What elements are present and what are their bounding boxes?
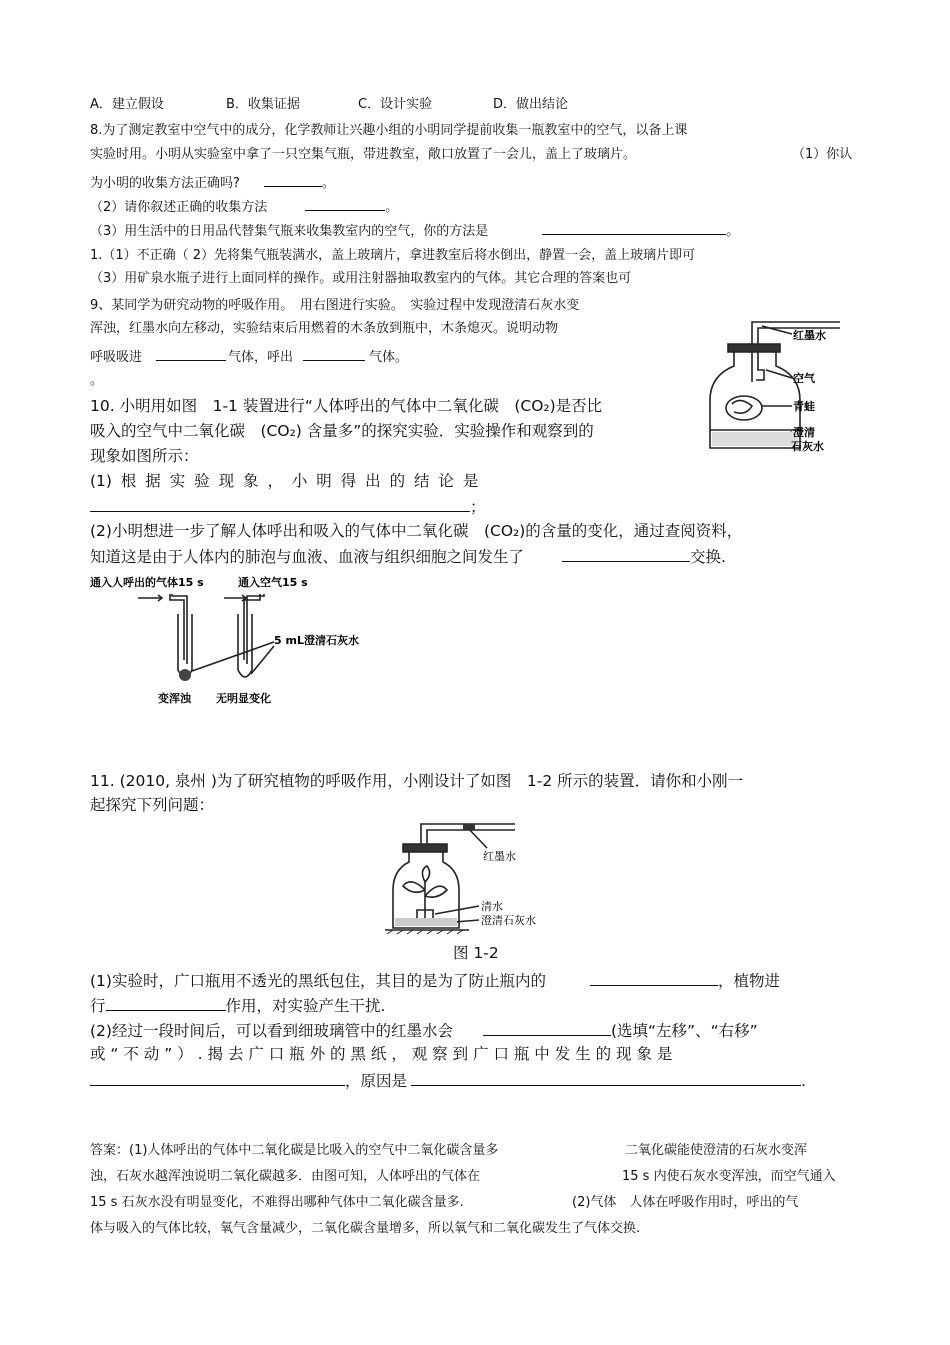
figure-caption: 图 1-2 — [453, 944, 499, 962]
answer-line3a: 15 s 石灰水没有明显变化，不难得出哪种气体中二氧化碳含量多. — [90, 1195, 464, 1210]
answer-blank — [305, 196, 385, 211]
q8-line2b: （1）你认 — [792, 147, 853, 162]
answer-blank — [303, 346, 365, 361]
q8-line1: 8.为了测定教室中空气中的成分，化学教师让兴趣小组的小明同学提前收集一瓶教室中的空气，以备上课 — [90, 123, 688, 138]
q9-line1: 9、某同学为研究动物的呼吸作用。 用右图进行实验。 实验过程中发现澄清石灰水变 — [90, 298, 580, 313]
answer-line4: 体与吸入的气体比较，氧气含量减少，二氧化碳含量增多，所以氧气和二氧化碳发生了气体交换. — [90, 1221, 641, 1236]
q9-line2: 浑浊，红墨水向左移动，实验结束后用燃着的木条放到瓶中，木条熄灭。说明动物 — [90, 321, 559, 336]
q10-line7: 知道这是由于人体内的肺泡与血液、血液与组织细胞之间发生了 交换. — [90, 545, 726, 567]
label-air: 空气 — [793, 372, 815, 385]
q9-line3: 呼吸吸进 气体，呼出 气体。 — [90, 346, 408, 367]
label-lime: 澄清石灰水 — [481, 914, 536, 927]
option-c: C．设计实验 — [358, 97, 433, 112]
q11-line3: (1)实验时，广口瓶用不透光的黑纸包住，其目的是为了防止瓶内的 ，植物进 — [90, 969, 780, 991]
label-turbid: 变浑浊 — [158, 692, 191, 705]
answer-line3b: (2)气体 人体在呼吸作用时，呼出的气 — [572, 1195, 799, 1210]
label-air: 通入空气15 s — [238, 576, 308, 589]
option-a: A．建立假设 — [90, 97, 164, 112]
label-water: 清水 — [481, 900, 503, 913]
label-frog: 青蛙 — [793, 400, 815, 413]
q11-line6: 或 “ 不 动 ” ） . 揭 去 广 口 瓶 外 的 黑 纸 ， 观 察 到 广 口 瓶 中 发 生 的 现 象 是 — [90, 1045, 673, 1063]
answer-blank — [264, 172, 322, 187]
label-lime1: 澄清 — [793, 426, 815, 439]
q11-line4: 行 作用，对实验产生干扰. — [90, 994, 385, 1016]
q11-line7: ，原因是 . — [90, 1069, 806, 1091]
label-ink: 红墨水 — [483, 850, 516, 863]
q11-line5: (2)经过一段时间后，可以看到细玻璃管中的红墨水会 (选填“左移”、“右移” — [90, 1019, 758, 1041]
q10-line6: (2)小明想进一步了解人体呼出和吸入的气体中二氧化碳 (CO₂)的含量的变化，通过查阅资料， — [90, 522, 743, 540]
q9-line4: 。 — [90, 373, 104, 388]
answer-blank — [90, 1069, 345, 1086]
q8-answer-line2: （3）用矿泉水瓶子进行上面同样的操作。或用注射器抽取教室内的气体。其它合理的答案也可 — [90, 271, 632, 286]
answer-line1b: 二氧化碳能使澄清的石灰水变浑 — [625, 1143, 808, 1158]
q11-line2: 起探究下列问题： — [90, 796, 215, 814]
answer-blank — [590, 969, 718, 986]
q10-line1: 10. 小明用如图 1-1 装置进行“人体呼出的气体中二氧化碳 (CO₂)是否比 — [90, 397, 603, 415]
q8-line5: （3）用生活中的日用品代替集气瓶来收集教室内的空气，你的方法是 。 — [90, 220, 739, 241]
label-lime: 5 mL澄清石灰水 — [274, 634, 359, 647]
plant-jar-figure — [383, 818, 553, 938]
answer-blank — [562, 545, 690, 562]
answer-blank — [542, 220, 726, 235]
frog-bottle-figure — [700, 312, 860, 457]
answer-blank — [90, 495, 470, 512]
q10-line3: 现象如图所示： — [90, 447, 199, 465]
option-d: D．做出结论 — [493, 97, 569, 112]
label-nochange: 无明显变化 — [216, 692, 271, 705]
answer-line2a: 浊，石灰水越浑浊说明二氧化碳越多．由图可知，人体呼出的气体在 — [90, 1169, 481, 1184]
q8-answer-line1: 1.（1）不正确（ 2）先将集气瓶装满水，盖上玻璃片，拿进教室后将水倒出，静置一会，盖上玻璃片即可 — [90, 248, 696, 263]
q11-line1: 11. (2010, 泉州 )为了研究植物的呼吸作用，小刚设计了如图 1-2 所示的装置．请你和小刚一 — [90, 772, 744, 790]
q8-line4: （2）请你叙述正确的收集方法 。 — [90, 196, 398, 217]
option-b: B．收集证据 — [226, 97, 300, 112]
q10-line5: ； — [90, 495, 486, 517]
q8-line3: 为小明的收集方法正确吗? 。 — [90, 172, 335, 193]
test-tube-figure — [88, 574, 378, 712]
answer-line1a: 答案：(1)人体呼出的气体中二氧化碳是比吸入的空气中二氧化碳含量多 — [90, 1143, 499, 1158]
q10-line4: (1) 根 据 实 验 现 象 ， 小 明 得 出 的 结 论 是 — [90, 472, 479, 490]
answer-blank — [156, 346, 226, 361]
label-ink: 红墨水 — [793, 329, 826, 342]
answer-line2b: 15 s 内使石灰水变浑浊，而空气通入 — [622, 1169, 836, 1184]
q10-line2: 吸入的空气中二氧化碳 (CO₂) 含量多”的探究实验．实验操作和观察到的 — [90, 422, 594, 440]
label-exhaled: 通入人呼出的气体15 s — [90, 576, 204, 589]
answer-blank — [411, 1069, 801, 1086]
answer-blank — [106, 994, 226, 1011]
label-lime2: 石灰水 — [791, 440, 824, 453]
q8-line2a: 实验时用。小明从实验室中拿了一只空集气瓶，带进教室，敞口放置了一会儿，盖上了玻璃片。 — [90, 147, 637, 162]
answer-blank — [483, 1019, 611, 1036]
